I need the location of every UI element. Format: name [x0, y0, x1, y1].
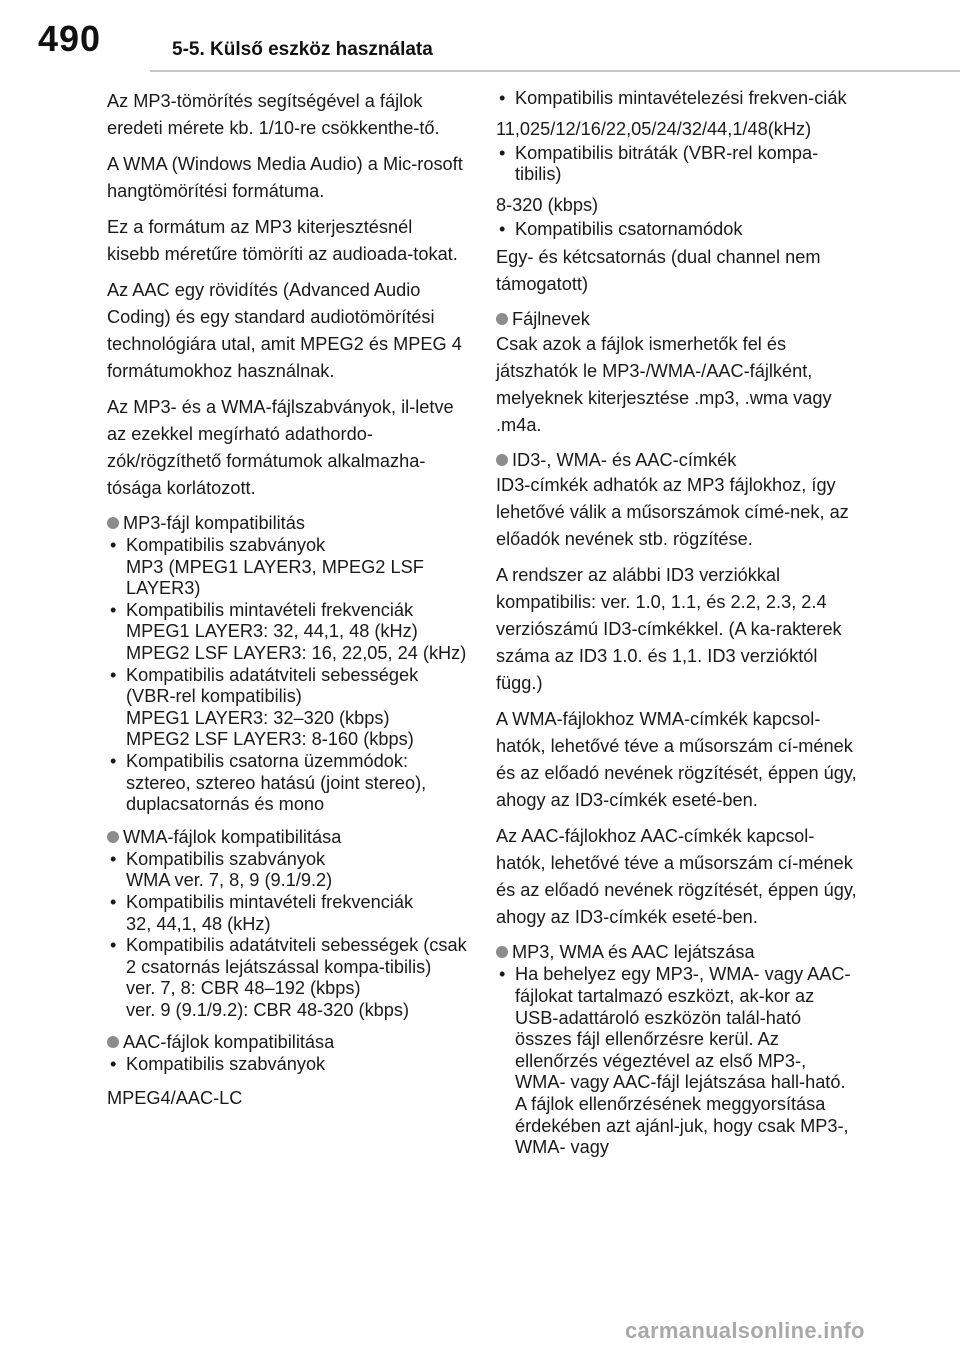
- paragraph: Csak azok a fájlok ismerhetők fel és játszhatók le MP3-/WMA-/AAC-fájlként, melyeknek kiterjesztése .mp3, .wma vagy .m4a.: [496, 334, 832, 436]
- list-item: • Ha behelyez egy MP3-, WMA- vagy AAC-fájlokat tartalmazó eszközt, ak-kor az USB-adattároló eszközön talál-ható összes fájl ellenőrzésre kerül. Az ellenőrzés végeztével az első MP3-, WMA- vagy AAC-fájl lejátszása hall-ható. A fájlok ellenőrzésének meggyorsítása érdekében azt ajánl-juk, hogy csak MP3-, WMA- vagy: [499, 964, 851, 1158]
- paragraph: A rendszer az alábbi ID3 verziókkal kompatibilis: ver. 1.0, 1.1, és 2.2, 2.3, 2.4 verziószámú ID3-címkékkel. (A ka-rakterek száma az ID3 1.0. és 1,1. ID3 verzióktól függ.): [496, 565, 842, 694]
- list-item: • Kompatibilis szabványok MP3 (MPEG1 LAYER3, MPEG2 LSF LAYER3): [110, 535, 424, 599]
- watermark: carmanualsonline.info: [625, 1318, 865, 1343]
- paragraph: A WMA (Windows Media Audio) a Mic-rosoft hangtömörítési formátuma.: [107, 154, 463, 201]
- aac-bitrate-list: [496, 143, 858, 186]
- header-rule: [150, 70, 960, 72]
- section-heading-tags: ID3-, WMA- és AAC-címkék: [496, 448, 858, 472]
- aac-channel-list: [496, 219, 858, 241]
- list-item: • Kompatibilis mintavételi frekvenciák MPEG1 LAYER3: 32, 44,1, 48 (kHz) MPEG2 LSF LAYER3: 16, 22,05, 24 (kHz): [110, 599, 467, 663]
- list-item: • Kompatibilis csatornamódok: [499, 218, 743, 239]
- paragraph: 8-320 (kbps): [496, 194, 599, 215]
- paragraph: Az MP3- és a WMA-fájlszabványok, il-letve az ezekkel megírható adathordo-zók/rögzíthető formátumok alkalmazha-tósága korlátozott.: [107, 397, 454, 498]
- bullet-dot-icon: [496, 454, 508, 466]
- bullet-dot-icon: [496, 946, 508, 958]
- paragraph: Az MP3-tömörítés segítségével a fájlok eredeti mérete kb. 1/10-re csökkenthe-tő.: [107, 91, 440, 138]
- wma-compat-list: [107, 849, 467, 1022]
- section-heading-mp3: MP3-fájl kompatibilitás: [107, 511, 467, 535]
- list-item: • Kompatibilis bitráták (VBR-rel kompa-tibilis): [499, 142, 819, 185]
- section-heading-playback: MP3, WMA és AAC lejátszása: [496, 940, 858, 964]
- page-number: 490: [38, 18, 102, 59]
- bullet-dot-icon: [107, 1036, 119, 1048]
- list-item: • Kompatibilis mintavételi frekvenciák 32, 44,1, 48 (kHz): [110, 891, 414, 934]
- left-column: [107, 88, 467, 1121]
- list-item: • Kompatibilis csatorna üzemmódok: sztereo, sztereo hatású (joint stereo), duplacsatornás és mono: [110, 750, 427, 815]
- list-item: • Kompatibilis szabványok: [110, 1054, 326, 1075]
- bullet-dot-icon: [107, 831, 119, 843]
- page-header: [0, 0, 960, 84]
- list-item: • Kompatibilis adatátviteli sebességek (VBR-rel kompatibilis) MPEG1 LAYER3: 32–320 (kbps) MPEG2 LSF LAYER3: 8-160 (kbps): [110, 664, 419, 750]
- list-item: • Kompatibilis mintavételezési frekven-ciák: [499, 88, 847, 108]
- mp3-compat-list: [107, 535, 467, 816]
- right-column: [496, 88, 858, 1168]
- paragraph: Ez a formátum az MP3 kiterjesztésnél kisebb méretűre tömöríti az audioada-tokat.: [107, 217, 458, 264]
- paragraph: Az AAC egy rövidítés (Advanced Audio Coding) és egy standard audiotömörítési technológiára utal, amit MPEG2 és MPEG 4 formátumokhoz használnak.: [107, 280, 462, 381]
- paragraph: Egy- és kétcsatornás (dual channel nem támogatott): [496, 247, 821, 295]
- paragraph: A WMA-fájlokhoz WMA-címkék kapcsol-hatók, lehetővé téve a műsorszám cí-mének és az előadó nevének rögzítését, éppen úgy, ahogy az ID3-címkék eseté-ben.: [496, 709, 857, 811]
- bullet-dot-icon: [107, 517, 119, 529]
- section-heading-filenames: Fájlnevek: [496, 307, 858, 331]
- section-heading-wma: WMA-fájlok kompatibilitása: [107, 825, 467, 849]
- bullet-dot-icon: [496, 313, 508, 325]
- section-heading-aac: AAC-fájlok kompatibilitása: [107, 1030, 467, 1054]
- aac-freq-list: [496, 88, 858, 110]
- paragraph: Az AAC-fájlokhoz AAC-címkék kapcsol-hatók, lehetővé téve a műsorszám cí-mének és az előadó nevének rögzítését, éppen úgy, ahogy az ID3-címkék eseté-ben.: [496, 826, 857, 928]
- playback-list: [496, 964, 858, 1158]
- list-item: • Kompatibilis adatátviteli sebességek (csak 2 csatornás lejátszással kompa-tibilis) ver. 7, 8: CBR 48–192 (kbps) ver. 9 (9.1/9.2): CBR 48-320 (kbps): [110, 935, 467, 1020]
- aac-compat-list: [107, 1054, 467, 1076]
- paragraph: 11,025/12/16/22,05/24/32/44,1/48(kHz): [496, 118, 812, 139]
- section-title: 5-5. Külső eszköz használata: [172, 39, 433, 60]
- list-item: • Kompatibilis szabványok WMA ver. 7, 8, 9 (9.1/9.2): [110, 848, 333, 891]
- paragraph: ID3-címkék adhatók az MP3 fájlokhoz, így lehetővé válik a műsorszámok címé-nek, az előadók nevének stb. rögzítése.: [496, 475, 849, 550]
- paragraph: MPEG4/AAC-LC: [107, 1088, 243, 1109]
